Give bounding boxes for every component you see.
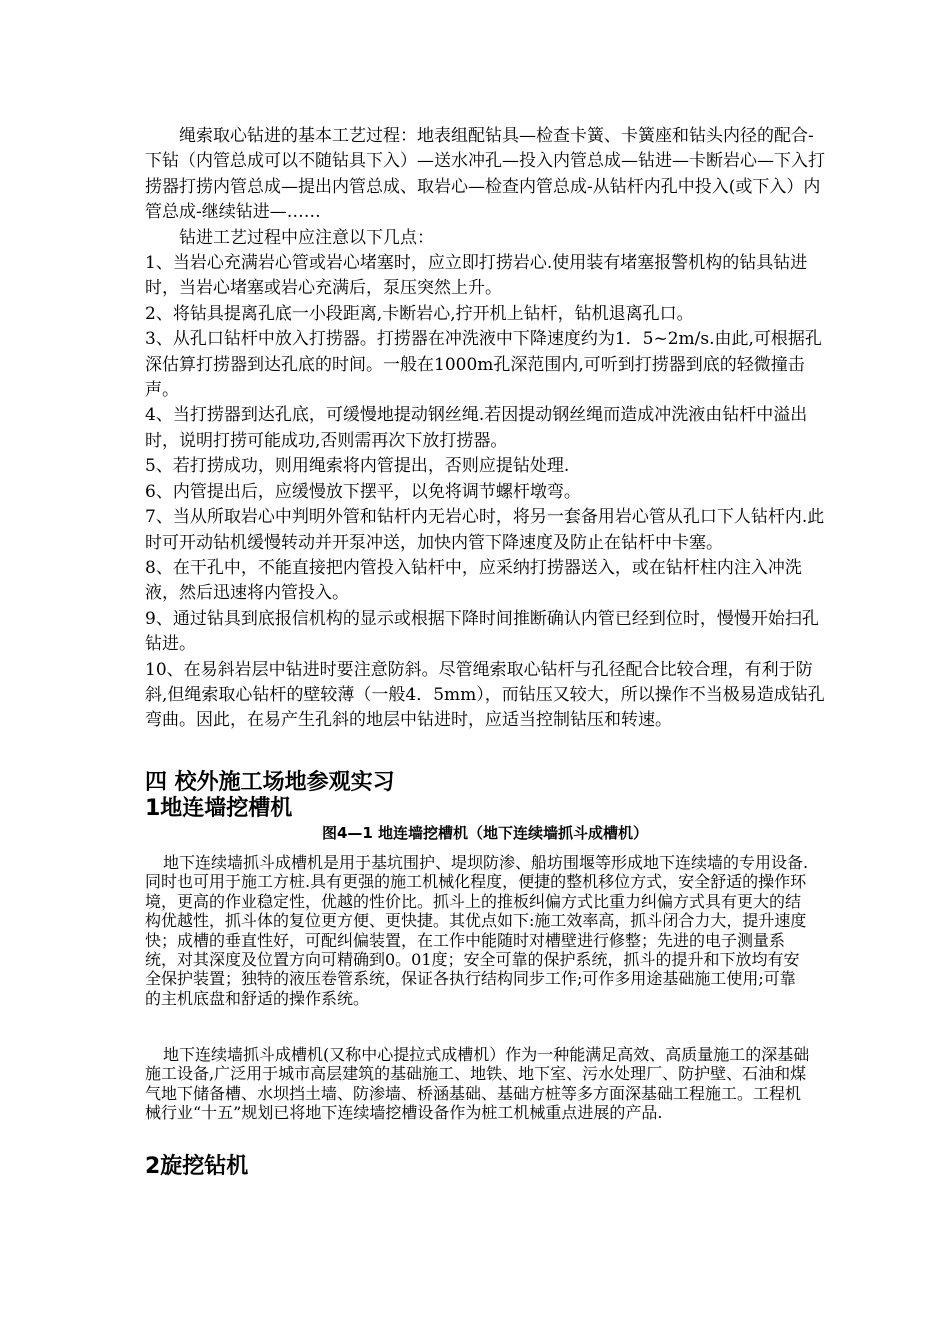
list-item: 7、当从所取岩心中判明外管和钻杆内无岩心时，将另一套备用岩心管从孔口下人钻杆内.此时可开动钻机缓慢转动并开泵冲送，加快内管下降速度及防止在钻杆中卡塞。 [145, 507, 825, 553]
list-item: 4、当打捞器到达孔底，可缓慢地提动钢丝绳.若因提动钢丝绳而造成冲洗液由钻杆中溢出时，说明打捞可能成功,否则需再次下放打捞器。 [145, 405, 808, 451]
subsection-heading-1: 1地连墙挖槽机 [145, 796, 293, 821]
list-item: 10、在易斜岩层中钻进时要注意防斜。尽管绳索取心钻杆与孔径配合比较合理，有利于防斜,但绳索取心钻杆的壁较薄（一般4．5mm），而钻压又较大，所以操作不当极易造成钻孔弯曲。因此，在易产生孔斜的地层中钻进时，应适当控制钻压和转速。 [145, 659, 825, 731]
list-item: 5、若打捞成功，则用绳索将内管提出，否则应提钻处理. [145, 456, 570, 477]
list-item: 8、在干孔中，不能直接把内管投入钻杆中，应采纳打捞器送入，或在钻杆柱内注入冲洗液，然后迅速将内管投入。 [145, 557, 802, 604]
list-item: 3、从孔口钻杆中放入打捞器。打捞器在冲洗液中下降速度约为1．5~2m/s.由此,可根据孔深估算打捞器到达孔底的时间。一般在1000m孔深范围内,可听到打捞器到底的轻微撞击声。 [145, 329, 822, 401]
list-item: 2、将钻具提离孔底一小段距离,卡断岩心,拧开机上钻杆，钻机退离孔口。 [145, 303, 694, 324]
list-item: 9、通过钻具到底报信机构的显示或根据下降时间推断确认内管已经到位时，慢慢开始扫孔钻进。 [145, 608, 819, 655]
trench-machine-paragraph-1: 地下连续墙抓斗成槽机是用于基坑围护、堤坝防渗、船坊围堰等形成地下连续墙的专用设备.同时也可用于施工方桩.具有更强的施工机械化程度，便捷的整机移位方式，安全舒适的操作环境，更高的作业稳定性，优越的性价比。抓斗上的推板纠偏方式比重力纠偏方式具有更大的结构优越性，抓斗体的复位更方便、更快捷。其优点如下:施工效率高，抓斗闭合力大，提升速度快；成槽的垂直性好，可配纠偏装置，在工作中能随时对槽壁进行修整；先进的电子测量系统，对其深度及位置方向可精确到0。01度；安全可靠的保护系统，抓斗的提升和下放均有安全保护装置；独特的液压卷管系统，保证各执行结构同步工作;可作多用途基础施工使用;可靠的主机底盘和舒适的操作系统。 [145, 853, 809, 1008]
drilling-process-section [145, 124, 825, 734]
list-item: 6、内管提出后，应缓慢放下摆平，以免将调节螺杆墩弯。 [145, 481, 581, 502]
process-overview-paragraph: 绳索取心钻进的基本工艺过程：地表组配钻具—检查卡簧、卡簧座和钻头内径的配合-下钻（内管总成可以不随钻具下入）—送水冲孔—投入内管总成—钻进—卡断岩心—下入打捞器打捞内管总成—提出内管总成、取岩心—检查内管总成-从钻杆内孔中投入(或下入）内管总成-继续钻进—…… [145, 126, 825, 223]
figure-caption: 图4—1 地连墙挖槽机（地下连续墙抓斗成槽机） [321, 824, 649, 842]
section-heading-four: 四 校外施工场地参观实习 [145, 770, 395, 795]
list-item: 1、当岩心充满岩心管或岩心堵塞时，应立即打捞岩心.使用装有堵塞报警机构的钻具钻进时，当岩心堵塞或岩心充满后，泵压突然上升。 [145, 253, 808, 299]
notes-intro-paragraph: 钻进工艺过程中应注意以下几点： [179, 227, 434, 248]
subsection-heading-2: 2旋挖钻机 [145, 1154, 249, 1179]
trench-machine-paragraph-2: 地下连续墙抓斗成槽机(又称中心提拉式成槽机）作为一种能满足高效、高质量施工的深基础施工设备,广泛用于城市高层建筑的基础施工、地铁、地下室、污水处理厂、防护壁、石油和煤气地下储备槽、水坝挡土墙、防渗墙、桥涵基础、基础方桩等多方面深基础工程施工。工程机械行业“十五”规划已将地下连续墙挖槽设备作为桩工机械重点进展的产品. [145, 1045, 810, 1123]
